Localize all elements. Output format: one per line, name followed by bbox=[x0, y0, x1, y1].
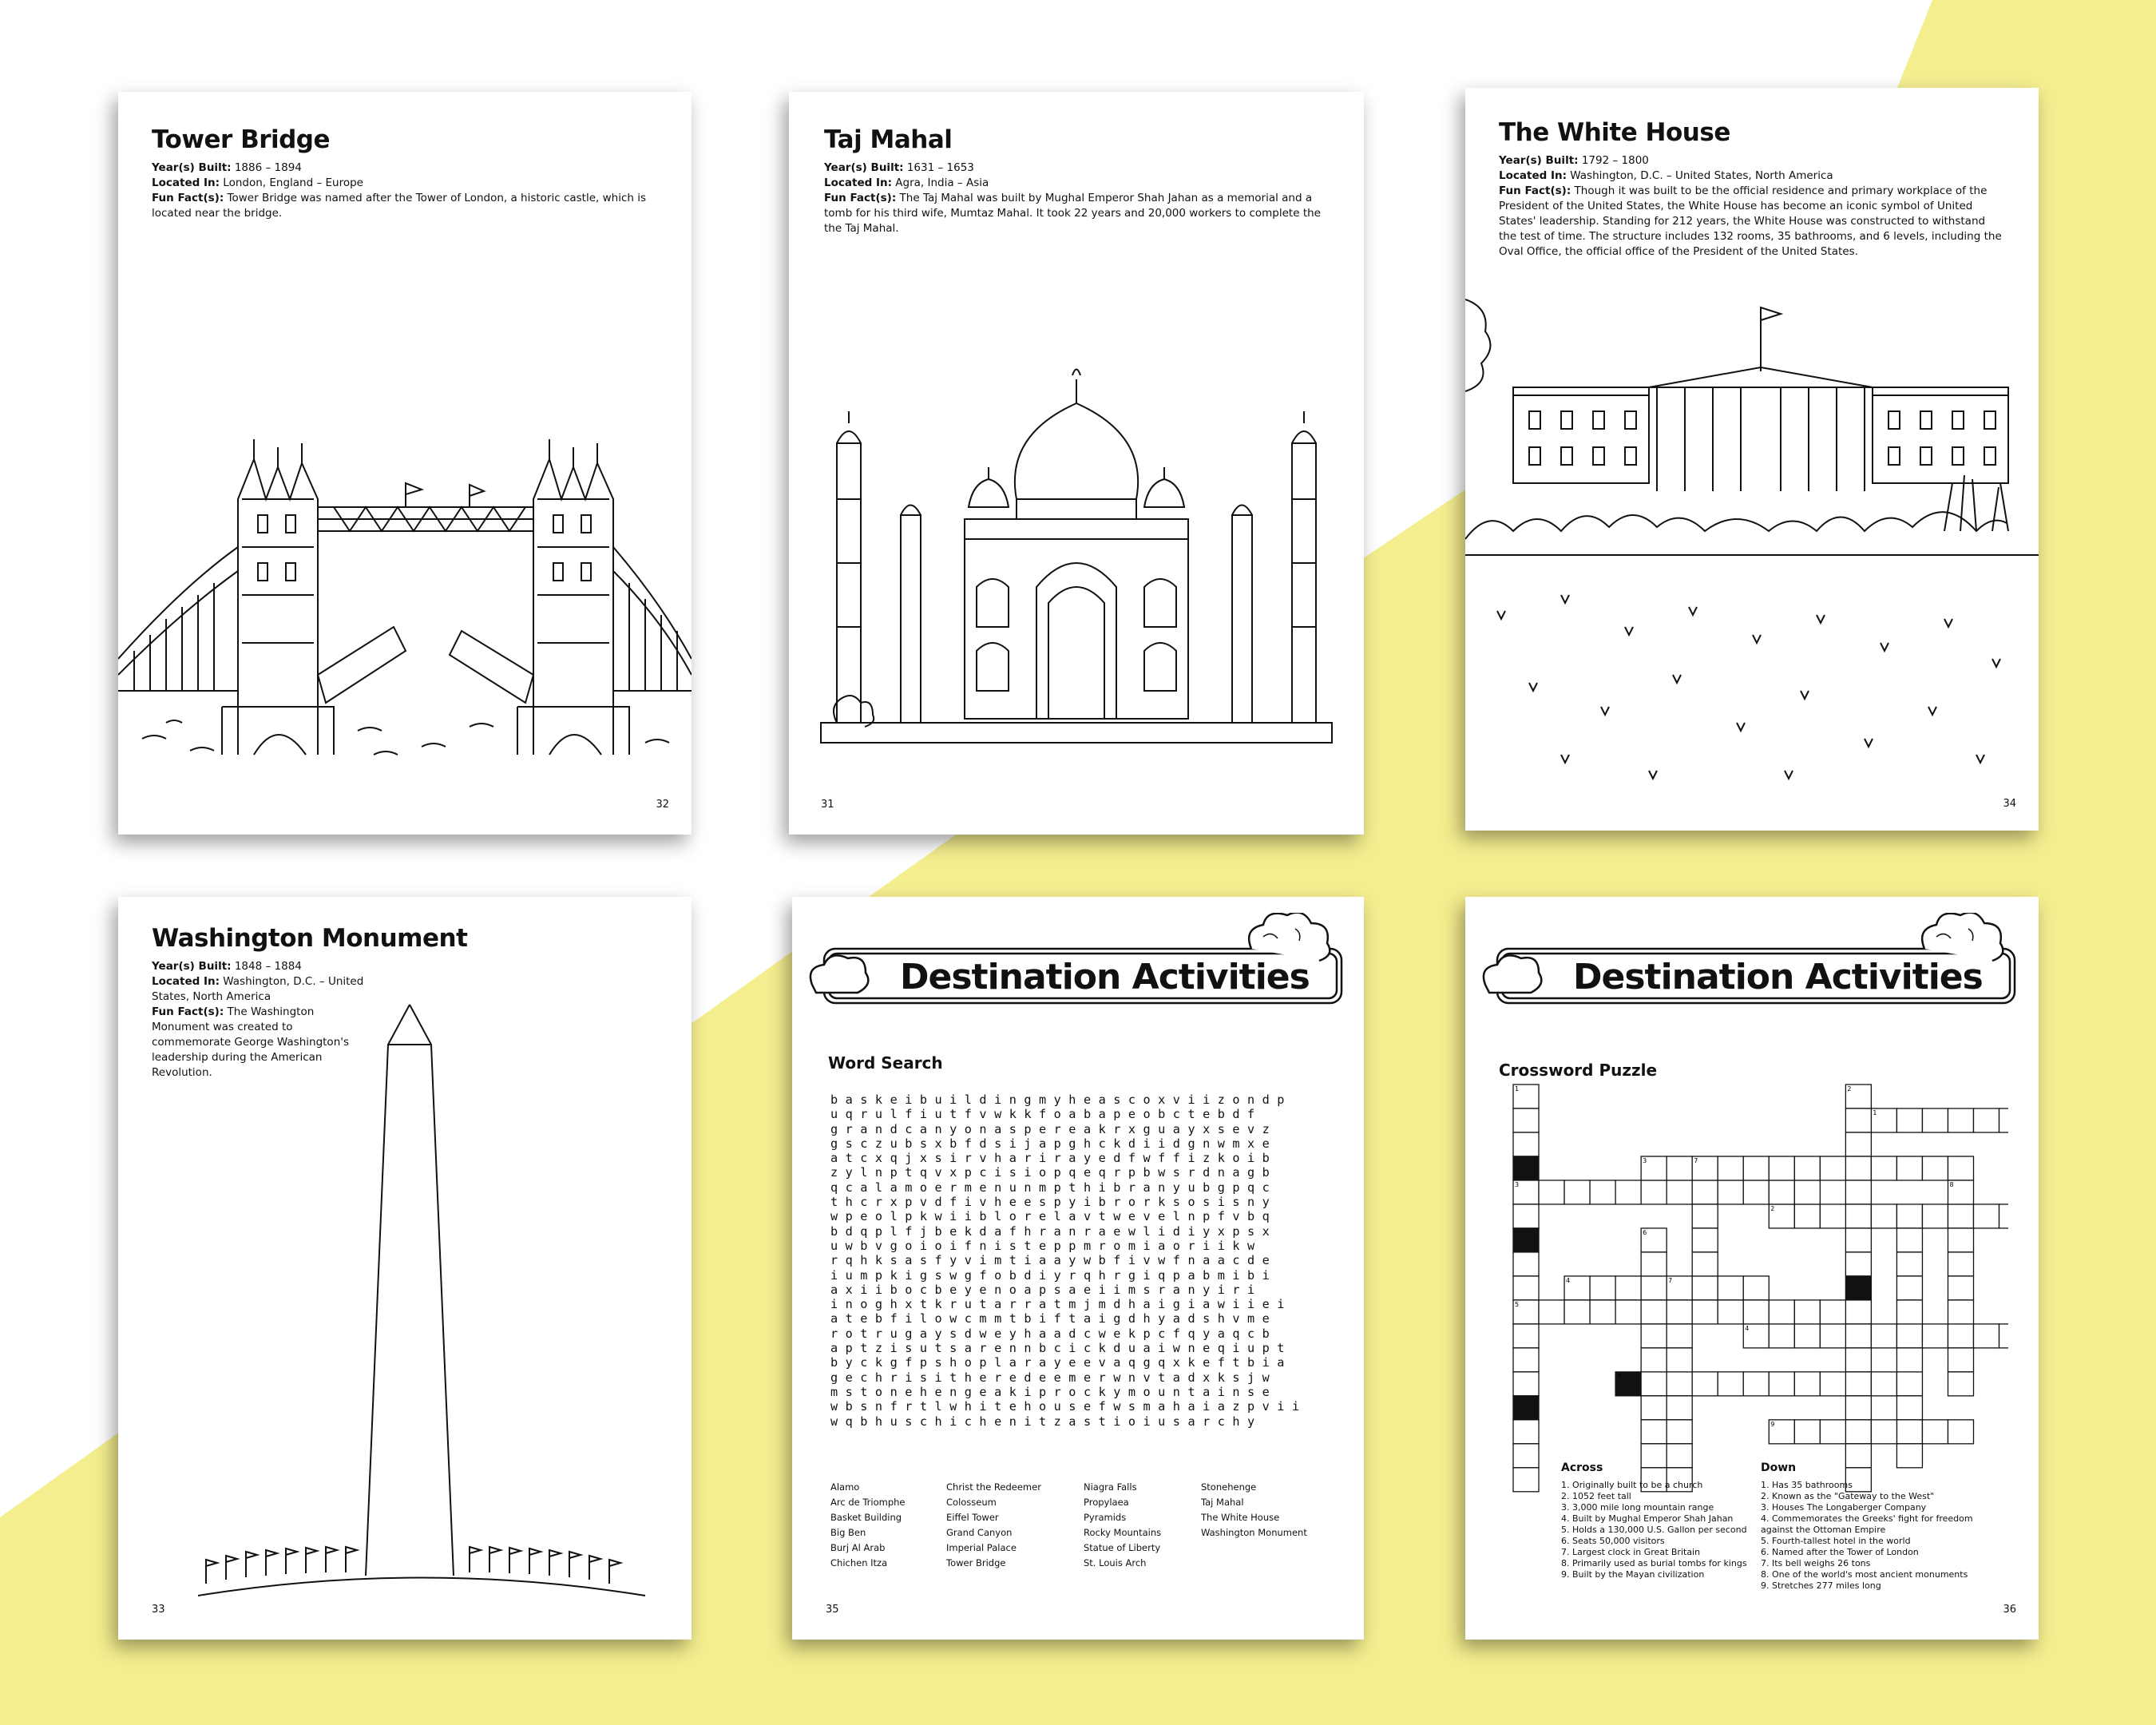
crossword-cell[interactable] bbox=[1948, 1420, 1973, 1444]
crossword-cell[interactable] bbox=[1667, 1156, 1692, 1180]
word-item: Arc de Triomphe bbox=[830, 1497, 906, 1508]
crossword-cell[interactable] bbox=[1999, 1324, 2008, 1348]
year-value: 1886 – 1894 bbox=[234, 161, 302, 174]
crossword-cell[interactable] bbox=[1999, 1204, 2008, 1228]
word-search-row: uwbvgoioifnisteppmromiaoriikw bbox=[830, 1238, 1262, 1253]
crossword-cell[interactable] bbox=[1922, 1324, 1948, 1348]
crossword-cell[interactable] bbox=[1513, 1372, 1539, 1396]
crossword-cell[interactable] bbox=[1513, 1228, 1539, 1252]
crossword-cell[interactable] bbox=[1896, 1108, 1922, 1132]
clue-item: 6. Named after the Tower of London bbox=[1761, 1547, 1919, 1557]
word-item: Grand Canyon bbox=[946, 1527, 1013, 1538]
tower-bridge-illustration bbox=[118, 387, 692, 763]
crossword-cell[interactable] bbox=[1871, 1372, 1896, 1396]
crossword-cell[interactable] bbox=[1590, 1276, 1615, 1300]
page-title: Washington Monument bbox=[152, 924, 468, 953]
coloring-page-tower-bridge bbox=[118, 92, 692, 835]
crossword-clue-number: 3 bbox=[1643, 1156, 1647, 1164]
page-title: The White House bbox=[1499, 118, 1730, 147]
crossword-cell[interactable] bbox=[1641, 1420, 1667, 1444]
crossword-cell[interactable] bbox=[1948, 1204, 1973, 1228]
word-search-row: zylnptqvxpcisiopqeqrpbwsrdnagb bbox=[830, 1165, 1278, 1180]
word-search-row: thcrxpvdfivheespyibrorksosisny bbox=[830, 1195, 1278, 1210]
word-item: The White House bbox=[1201, 1512, 1280, 1523]
crossword-cell[interactable] bbox=[1743, 1300, 1769, 1324]
crossword-cell[interactable] bbox=[1948, 1372, 1973, 1396]
banner-title: Destination Activities bbox=[1573, 957, 1983, 997]
coloring-page-washington-monument bbox=[118, 897, 692, 1640]
crossword-cell[interactable] bbox=[1845, 1108, 1871, 1132]
crossword-cell[interactable] bbox=[1845, 1156, 1871, 1180]
crossword-cell[interactable] bbox=[1539, 1180, 1564, 1204]
clue-item: 2. Known as the "Gateway to the West" bbox=[1761, 1491, 1935, 1501]
fun-fact-label: Fun Fact(s): bbox=[824, 192, 897, 204]
clue-item: 5. Fourth-tallest hotel in the world bbox=[1761, 1536, 1911, 1546]
crossword-cell[interactable] bbox=[1513, 1396, 1539, 1420]
banner-title: Destination Activities bbox=[900, 957, 1310, 997]
crossword-cell[interactable] bbox=[1845, 1372, 1871, 1396]
word-item: Eiffel Tower bbox=[946, 1512, 999, 1523]
fun-fact-label: Fun Fact(s): bbox=[1499, 184, 1571, 197]
page-title: Tower Bridge bbox=[152, 125, 331, 154]
crossword-cell[interactable] bbox=[1820, 1420, 1845, 1444]
crossword-cell[interactable] bbox=[1974, 1324, 1999, 1348]
crossword-cell[interactable] bbox=[1845, 1204, 1871, 1228]
crossword-clue-number: 7 bbox=[1668, 1276, 1673, 1284]
crossword-cell[interactable] bbox=[1513, 1156, 1539, 1180]
word-item: Burj Al Arab bbox=[830, 1542, 886, 1553]
location-value: London, England – Europe bbox=[223, 176, 363, 189]
taj-mahal-illustration bbox=[805, 347, 1348, 747]
page-number: 34 bbox=[2003, 798, 2016, 810]
page-number: 33 bbox=[152, 1604, 165, 1616]
crossword-clue-number: 4 bbox=[1745, 1324, 1750, 1332]
crossword-cell[interactable] bbox=[1667, 1420, 1692, 1444]
word-list-col-4 bbox=[1201, 1480, 1307, 1541]
crossword-cell[interactable] bbox=[1845, 1444, 1871, 1468]
crossword-cell[interactable] bbox=[1845, 1324, 1871, 1348]
crossword-cell[interactable] bbox=[1794, 1204, 1820, 1228]
word-item: Pyramids bbox=[1084, 1512, 1127, 1523]
crossword-cell[interactable] bbox=[1922, 1156, 1948, 1180]
crossword-cell[interactable] bbox=[1743, 1372, 1769, 1396]
location-value: Agra, India – Asia bbox=[895, 176, 989, 189]
crossword-cell[interactable] bbox=[1641, 1396, 1667, 1420]
crossword-cell[interactable] bbox=[1974, 1108, 1999, 1132]
crossword-cell[interactable] bbox=[1999, 1108, 2008, 1132]
word-list-col-1 bbox=[830, 1480, 906, 1571]
landmark-info bbox=[824, 161, 1335, 236]
page-number: 31 bbox=[821, 799, 834, 811]
word-search-row: mstonehengeakiprockymountainse bbox=[830, 1384, 1278, 1399]
word-item: Christ the Redeemer bbox=[946, 1481, 1041, 1493]
word-search-row: wqbhuschichenitzastioiusarchy bbox=[830, 1414, 1262, 1429]
crossword-cell[interactable] bbox=[1896, 1276, 1922, 1300]
fun-fact-value: The Washington Monument was created to commemorate George Washington's leadership during the American Revolution. bbox=[152, 1005, 349, 1079]
crossword-cell[interactable] bbox=[1590, 1180, 1615, 1204]
crossword-cell[interactable] bbox=[1845, 1420, 1871, 1444]
clue-item: 3. Houses The Longaberger Company bbox=[1761, 1502, 1927, 1513]
crossword-cell[interactable] bbox=[1513, 1204, 1539, 1228]
word-item: Colosseum bbox=[946, 1497, 997, 1508]
crossword-cell[interactable] bbox=[1692, 1372, 1718, 1396]
crossword-cell[interactable] bbox=[1667, 1348, 1692, 1372]
crossword-cell[interactable] bbox=[1513, 1420, 1539, 1444]
word-search-row: gechrisitheredeemerwnvtadxksjw bbox=[830, 1370, 1278, 1385]
down-heading: Down bbox=[1761, 1461, 1797, 1474]
word-search-grid bbox=[830, 1092, 1307, 1429]
word-item: Chichen Itza bbox=[830, 1557, 888, 1568]
location-label: Located In: bbox=[1499, 169, 1567, 182]
word-item: Basket Building bbox=[830, 1512, 902, 1523]
crossword-cell[interactable] bbox=[1615, 1276, 1641, 1300]
clue-item: 5. Holds a 130,000 U.S. Gallon per second bbox=[1561, 1525, 1747, 1535]
crossword-cell[interactable] bbox=[1667, 1180, 1692, 1204]
location-label: Located In: bbox=[824, 176, 892, 189]
crossword-cell[interactable] bbox=[1794, 1156, 1820, 1180]
crossword-clue-number: 3 bbox=[1515, 1180, 1520, 1188]
clue-item: 8. One of the world's most ancient monuments bbox=[1761, 1569, 1968, 1580]
crossword-clue-number: 5 bbox=[1515, 1300, 1520, 1308]
crossword-cell[interactable] bbox=[1871, 1156, 1896, 1180]
fun-fact-value: Tower Bridge was named after the Tower of London, a historic castle, which is located near the bridge. bbox=[152, 192, 647, 220]
coloring-page-white-house bbox=[1465, 88, 2039, 831]
crossword-cell[interactable] bbox=[1896, 1348, 1922, 1372]
year-label: Year(s) Built: bbox=[1499, 154, 1579, 167]
crossword-cell[interactable] bbox=[1769, 1324, 1794, 1348]
crossword-cell[interactable] bbox=[1948, 1348, 1973, 1372]
fun-fact-value: Though it was built to be the official residence and primary workplace of the President of the United States, the White House has become an iconic symbol of United States' leadership. Standing for 212 years, the White House was constructed to withstand the test of time. The structure includes 132 rooms, 35 bathrooms, and 6 levels, including the Oval Office, the official office of the President of the United States. bbox=[1499, 184, 2002, 258]
crossword-cell[interactable] bbox=[1896, 1228, 1922, 1252]
page-title: Taj Mahal bbox=[824, 125, 953, 154]
page-number: 35 bbox=[826, 1604, 839, 1616]
crossword-cell[interactable] bbox=[1667, 1372, 1692, 1396]
crossword-cell[interactable] bbox=[1845, 1132, 1871, 1156]
word-item: Propylaea bbox=[1084, 1497, 1129, 1508]
crossword-cell[interactable] bbox=[1667, 1444, 1692, 1468]
fun-fact-label: Fun Fact(s): bbox=[152, 1005, 224, 1018]
white-house-illustration bbox=[1465, 291, 2039, 803]
crossword-cell[interactable] bbox=[1896, 1156, 1922, 1180]
word-list-col-3 bbox=[1084, 1480, 1161, 1571]
crossword-cell[interactable] bbox=[1513, 1348, 1539, 1372]
crossword-cell[interactable] bbox=[1769, 1156, 1794, 1180]
crossword-heading: Crossword Puzzle bbox=[1499, 1061, 1658, 1080]
crossword-cell[interactable] bbox=[1667, 1324, 1692, 1348]
clue-item: 2. 1052 feet tall bbox=[1561, 1491, 1631, 1501]
crossword-cell[interactable] bbox=[1513, 1468, 1539, 1492]
clue-item: 9. Stretches 277 miles long bbox=[1761, 1580, 1881, 1591]
crossword-cell[interactable] bbox=[1539, 1300, 1564, 1324]
fun-fact-value: The Taj Mahal was built by Mughal Emperor Shah Jahan as a memorial and a tomb for his third wife, Mumtaz Mahal. It took 22 years and 20,000 workers to complete the the Taj Mahal. bbox=[824, 192, 1321, 235]
word-search-row: aptzisutsarennbcickduaiwneqiupt bbox=[830, 1341, 1292, 1356]
word-search-row: wpeolpkwiiblorelavtwevelnpfvbq bbox=[830, 1209, 1278, 1224]
crossword-cell[interactable] bbox=[1692, 1276, 1718, 1300]
fun-fact-label: Fun Fact(s): bbox=[152, 192, 224, 204]
crossword-cell[interactable] bbox=[1948, 1228, 1973, 1252]
crossword-cell[interactable] bbox=[1513, 1444, 1539, 1468]
clue-item: 6. Seats 50,000 visitors bbox=[1561, 1536, 1665, 1546]
word-item: Statue of Liberty bbox=[1084, 1542, 1161, 1553]
crossword-cell[interactable] bbox=[1667, 1396, 1692, 1420]
crossword-cell[interactable] bbox=[1845, 1300, 1871, 1324]
crossword-clue-number: 1 bbox=[1515, 1085, 1520, 1092]
crossword-cell[interactable] bbox=[1845, 1252, 1871, 1276]
crossword-clue-number: 2 bbox=[1770, 1204, 1775, 1212]
word-search-row: bdqplfjbekdafhranraewlidiyxpsx bbox=[830, 1223, 1278, 1239]
clue-item: 7. Largest clock in Great Britain bbox=[1561, 1547, 1701, 1557]
crossword-cell[interactable] bbox=[1615, 1180, 1641, 1204]
down-clues bbox=[1761, 1480, 1976, 1592]
crossword-cell[interactable] bbox=[1794, 1324, 1820, 1348]
crossword-cell[interactable] bbox=[1974, 1204, 1999, 1228]
location-value: Washington, D.C. – United States, North America bbox=[1570, 169, 1833, 182]
crossword-cell[interactable] bbox=[1845, 1348, 1871, 1372]
crossword-clue-number: 5 bbox=[1617, 1372, 1622, 1380]
year-label: Year(s) Built: bbox=[824, 161, 904, 174]
word-list-col-2 bbox=[946, 1480, 1041, 1571]
crossword-cell[interactable] bbox=[1845, 1228, 1871, 1252]
word-item: Stonehenge bbox=[1201, 1481, 1257, 1493]
word-search-row: rqhksasfyvimtiaaywbfivwfnaacde bbox=[830, 1253, 1278, 1268]
location-label: Located In: bbox=[152, 975, 220, 988]
crossword-clue-number: 2 bbox=[1847, 1085, 1852, 1092]
crossword-cell[interactable] bbox=[1692, 1228, 1718, 1252]
word-search-row: uqrulfiutfvwkkfoabapeobctebdf bbox=[830, 1107, 1262, 1122]
crossword-cell[interactable] bbox=[1922, 1204, 1948, 1228]
word-search-row: atebfilowcmmtbiftaigdhyadshvme bbox=[830, 1311, 1278, 1326]
crossword-cell[interactable] bbox=[1564, 1300, 1590, 1324]
crossword-cell[interactable] bbox=[1641, 1372, 1667, 1396]
crossword-cell[interactable] bbox=[1871, 1420, 1896, 1444]
crossword-cell[interactable] bbox=[1794, 1372, 1820, 1396]
crossword-cell[interactable] bbox=[1692, 1180, 1718, 1204]
word-search-row: iumpkigswgfobdiyrqhrgiqpabmibi bbox=[830, 1267, 1278, 1283]
word-search-row: byckgfpshoplarayeevaqgqxkeftbia bbox=[830, 1355, 1292, 1370]
year-label: Year(s) Built: bbox=[152, 161, 232, 174]
word-search-row: baskeibuildingmyheascoxviizondp bbox=[830, 1092, 1292, 1107]
year-value: 1792 – 1800 bbox=[1581, 154, 1649, 167]
crossword-cell[interactable] bbox=[1513, 1324, 1539, 1348]
crossword-cell[interactable] bbox=[1718, 1276, 1743, 1300]
crossword-cell[interactable] bbox=[1820, 1372, 1845, 1396]
crossword-cell[interactable] bbox=[1641, 1276, 1667, 1300]
year-value: 1631 – 1653 bbox=[906, 161, 974, 174]
crossword-cell[interactable] bbox=[1948, 1252, 1973, 1276]
crossword-cell[interactable] bbox=[1794, 1300, 1820, 1324]
crossword-cell[interactable] bbox=[1820, 1204, 1845, 1228]
crossword-cell[interactable] bbox=[1871, 1324, 1896, 1348]
crossword-cell[interactable] bbox=[1743, 1180, 1769, 1204]
clue-item: 3. 3,000 mile long mountain range bbox=[1561, 1502, 1714, 1513]
crossword-cell[interactable] bbox=[1743, 1156, 1769, 1180]
crossword-cell[interactable] bbox=[1513, 1108, 1539, 1132]
landmark-info bbox=[152, 161, 663, 221]
crossword-cell[interactable] bbox=[1896, 1324, 1922, 1348]
word-search-row: wbsnfrtlwhitehousefwsmahaiazpvii bbox=[830, 1399, 1307, 1414]
crossword-cell[interactable] bbox=[1896, 1204, 1922, 1228]
clue-item: 1. Originally built to be a church bbox=[1561, 1480, 1703, 1490]
word-search-row: inoghxtkrutarratmjmdhaigiawiiei bbox=[830, 1297, 1292, 1312]
crossword-cell[interactable] bbox=[1615, 1300, 1641, 1324]
crossword-cell[interactable] bbox=[1922, 1420, 1948, 1444]
crossword-cell[interactable] bbox=[1845, 1276, 1871, 1300]
crossword-cell[interactable] bbox=[1641, 1300, 1667, 1324]
crossword-cell[interactable] bbox=[1718, 1372, 1743, 1396]
crossword-cell[interactable] bbox=[1820, 1300, 1845, 1324]
crossword-cell[interactable] bbox=[1896, 1420, 1922, 1444]
year-label: Year(s) Built: bbox=[152, 960, 232, 973]
page-number: 32 bbox=[656, 799, 669, 811]
word-item: Rocky Mountains bbox=[1084, 1527, 1162, 1538]
word-search-row: qcalamoermenunmpthibranyubgpqc bbox=[830, 1180, 1278, 1195]
crossword-cell[interactable] bbox=[1564, 1180, 1590, 1204]
word-item: Washington Monument bbox=[1201, 1527, 1307, 1538]
crossword-cell[interactable] bbox=[1641, 1180, 1667, 1204]
crossword-cell[interactable] bbox=[1743, 1276, 1769, 1300]
crossword-clue-number: 6 bbox=[1643, 1228, 1647, 1236]
crossword-cell[interactable] bbox=[1641, 1252, 1667, 1276]
crossword-cell[interactable] bbox=[1718, 1156, 1743, 1180]
crossword-cell[interactable] bbox=[1948, 1324, 1973, 1348]
crossword-cell[interactable] bbox=[1845, 1396, 1871, 1420]
crossword-clue-number: 1 bbox=[1873, 1108, 1877, 1116]
across-clues bbox=[1561, 1480, 1753, 1580]
crossword-cell[interactable] bbox=[1718, 1300, 1743, 1324]
clue-item: 4. Commemorates the Greeks' fight for freedom against the Ottoman Empire bbox=[1761, 1513, 1973, 1535]
crossword-cell[interactable] bbox=[1513, 1252, 1539, 1276]
crossword-cell[interactable] bbox=[1896, 1300, 1922, 1324]
landmark-info bbox=[1499, 153, 2002, 260]
activity-page-word-search bbox=[792, 897, 1364, 1640]
word-search-row: atcxqjxsirvharirayedfwffizkoib bbox=[830, 1151, 1278, 1166]
activity-page-crossword bbox=[1465, 897, 2039, 1640]
crossword-cell[interactable] bbox=[1769, 1180, 1794, 1204]
word-item: Taj Mahal bbox=[1201, 1497, 1244, 1508]
crossword-cell[interactable] bbox=[1820, 1324, 1845, 1348]
crossword-cell[interactable] bbox=[1896, 1252, 1922, 1276]
crossword-cell[interactable] bbox=[1948, 1108, 1973, 1132]
crossword-cell[interactable] bbox=[1692, 1252, 1718, 1276]
crossword-cell[interactable] bbox=[1948, 1276, 1973, 1300]
word-search-row: axiibocbeyenoapsaeiimsranyiri bbox=[830, 1282, 1262, 1297]
word-search-row: grandcanyonaspereakrxguayxsevz bbox=[830, 1121, 1278, 1136]
crossword-cell[interactable] bbox=[1692, 1204, 1718, 1228]
crossword-cell[interactable] bbox=[1948, 1300, 1973, 1324]
clue-item: 8. Primarily used as burial tombs for kings bbox=[1561, 1558, 1747, 1568]
word-search-row: rotrugaysdweyhaadcwekpcfqyaqcb bbox=[830, 1326, 1278, 1341]
crossword-cell[interactable] bbox=[1948, 1156, 1973, 1180]
crossword-cell[interactable] bbox=[1769, 1372, 1794, 1396]
clue-item: 4. Built by Mughal Emperor Shah Jahan bbox=[1561, 1513, 1734, 1524]
crossword-clue-number: 7 bbox=[1694, 1156, 1698, 1164]
crossword-cell[interactable] bbox=[1667, 1300, 1692, 1324]
crossword-cell[interactable] bbox=[1794, 1180, 1820, 1204]
year-value: 1848 – 1884 bbox=[234, 960, 302, 973]
clue-item: 1. Has 35 bathrooms bbox=[1761, 1480, 1853, 1490]
word-search-heading: Word Search bbox=[828, 1053, 943, 1073]
washington-monument-illustration bbox=[182, 1001, 661, 1608]
crossword-cell[interactable] bbox=[1820, 1156, 1845, 1180]
word-search-row: gsczubsxbfdsijapghckdiidgnwmxe bbox=[830, 1136, 1278, 1151]
crossword-cell[interactable] bbox=[1845, 1180, 1871, 1204]
clue-item: 9. Built by the Mayan civilization bbox=[1561, 1569, 1705, 1580]
crossword-cell[interactable] bbox=[1896, 1372, 1922, 1396]
crossword-clue-number: 9 bbox=[1770, 1420, 1775, 1428]
location-label: Located In: bbox=[152, 176, 220, 189]
crossword-cell[interactable] bbox=[1896, 1396, 1922, 1420]
crossword-clue-number: 4 bbox=[1566, 1276, 1571, 1284]
coloring-page-taj-mahal bbox=[789, 92, 1364, 835]
word-item: Big Ben bbox=[830, 1527, 866, 1538]
clue-item: 7. Its bell weighs 26 tons bbox=[1761, 1558, 1871, 1568]
crossword-cell[interactable] bbox=[1718, 1180, 1743, 1204]
crossword-cell[interactable] bbox=[1769, 1300, 1794, 1324]
across-heading: Across bbox=[1561, 1461, 1603, 1474]
crossword-cell[interactable] bbox=[1922, 1108, 1948, 1132]
word-item: Imperial Palace bbox=[946, 1542, 1017, 1553]
crossword-cell[interactable] bbox=[1896, 1444, 1922, 1468]
location-value: Washington, D.C. – United States, North America bbox=[152, 975, 364, 1003]
crossword-cell[interactable] bbox=[1513, 1132, 1539, 1156]
crossword-cell[interactable] bbox=[1641, 1444, 1667, 1468]
word-item: Tower Bridge bbox=[946, 1557, 1006, 1568]
word-item: Alamo bbox=[830, 1481, 860, 1493]
crossword-cell[interactable] bbox=[1641, 1324, 1667, 1348]
crossword-grid bbox=[1497, 1081, 2008, 1512]
crossword-clue-number: 8 bbox=[1949, 1180, 1954, 1188]
crossword-cell[interactable] bbox=[1794, 1420, 1820, 1444]
crossword-cell[interactable] bbox=[1513, 1276, 1539, 1300]
crossword-cell[interactable] bbox=[1871, 1204, 1896, 1228]
page-number: 36 bbox=[2003, 1604, 2016, 1616]
crossword-cell[interactable] bbox=[1641, 1348, 1667, 1372]
crossword-cell[interactable] bbox=[1692, 1300, 1718, 1324]
word-item: Niagra Falls bbox=[1084, 1481, 1137, 1493]
crossword-cell[interactable] bbox=[1590, 1300, 1615, 1324]
word-item: St. Louis Arch bbox=[1084, 1557, 1147, 1568]
